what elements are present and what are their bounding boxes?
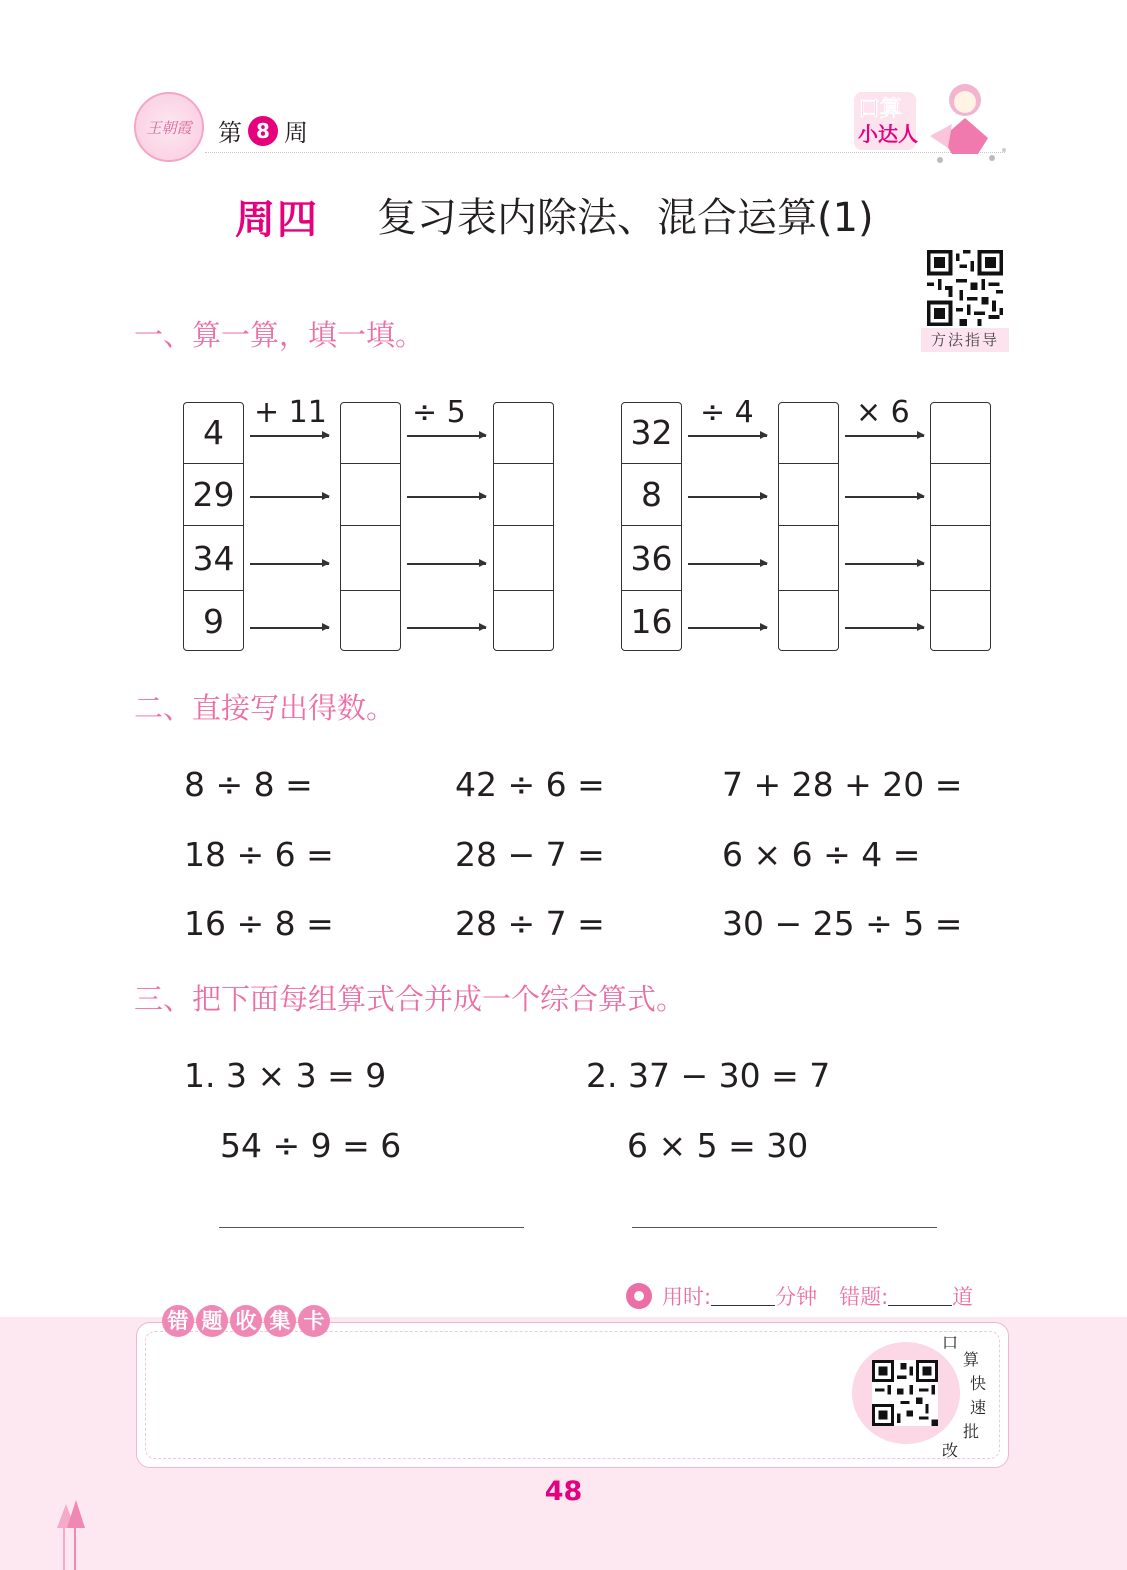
arithmetic-problem: 16 ÷ 8 =	[184, 904, 334, 943]
arithmetic-problem: 42 ÷ 6 =	[455, 765, 605, 804]
answer-column	[930, 402, 991, 651]
growth-arrow-icon	[55, 1500, 91, 1570]
seal-text: 王朝霞	[146, 118, 192, 137]
svg-text:小达人: 小达人	[858, 122, 918, 146]
qr-code-icon[interactable]	[872, 1360, 938, 1426]
arithmetic-problem: 28 − 7 =	[455, 835, 605, 874]
qr-side-text: 速	[970, 1398, 987, 1417]
answer-line[interactable]	[632, 1227, 937, 1228]
answer-box[interactable]	[341, 525, 400, 591]
arrow-icon	[688, 563, 767, 565]
answer-box[interactable]	[931, 525, 990, 591]
week-indicator	[218, 113, 308, 148]
qr-side-text: 算	[963, 1350, 980, 1369]
week-suffix: 周	[284, 119, 308, 147]
section-heading-3: 三、把下面每组算式合并成一个综合算式。	[134, 982, 686, 1016]
page-title: 复习表内除法、混合运算(1)	[377, 195, 874, 241]
answer-column	[340, 402, 401, 651]
arrow-icon	[250, 435, 329, 437]
qr-side-text: 批	[963, 1422, 980, 1441]
qr-code-icon[interactable]	[927, 250, 1003, 326]
section-heading-1: 一、算一算，填一填。	[134, 318, 425, 352]
arithmetic-problem: 28 ÷ 7 =	[455, 904, 605, 943]
operation-label: + 11	[254, 395, 327, 430]
arrow-icon	[845, 496, 924, 498]
equation-line: 54 ÷ 9 = 6	[220, 1126, 402, 1165]
input-cell: 9	[184, 590, 243, 652]
error-unit: 道	[952, 1285, 974, 1309]
arrow-icon	[250, 496, 329, 498]
arrow-icon	[407, 435, 486, 437]
qr-side-text: 改	[942, 1441, 959, 1460]
input-cell: 4	[203, 413, 224, 452]
arithmetic-problem: 8 ÷ 8 =	[184, 765, 313, 804]
answer-box[interactable]	[779, 525, 838, 591]
arrow-icon	[845, 435, 924, 437]
week-prefix: 第	[218, 119, 242, 147]
week-number: 8	[248, 116, 278, 146]
stopwatch-icon	[626, 1283, 652, 1309]
left-input-column	[183, 402, 244, 651]
answer-column	[778, 402, 839, 651]
arrow-icon	[250, 627, 329, 629]
answer-box[interactable]	[494, 403, 553, 463]
card-title-char: 错	[162, 1305, 194, 1337]
input-cell: 36	[622, 525, 681, 591]
input-cell: 32	[630, 413, 673, 452]
arrow-icon	[407, 563, 486, 565]
answer-box[interactable]	[931, 463, 990, 526]
arrow-icon	[845, 563, 924, 565]
answer-box[interactable]	[494, 525, 553, 591]
input-cell: 16	[622, 590, 681, 652]
time-and-errors	[626, 1281, 973, 1311]
time-unit: 分钟	[775, 1285, 818, 1309]
answer-box[interactable]	[494, 590, 553, 652]
arrow-icon	[688, 496, 767, 498]
card-title-char: 卡	[298, 1305, 330, 1337]
answer-box[interactable]	[779, 463, 838, 526]
card-title-char: 集	[264, 1305, 296, 1337]
answer-column	[493, 402, 554, 651]
time-blank[interactable]	[711, 1287, 775, 1306]
card-title-char: 收	[230, 1305, 262, 1337]
mistake-card-title	[162, 1305, 330, 1337]
operation-label: ÷ 4	[700, 395, 754, 430]
operation-label: × 6	[856, 395, 910, 430]
brand-logo-mascot	[852, 78, 1017, 168]
answer-box[interactable]	[494, 463, 553, 526]
right-input-column	[621, 402, 682, 651]
equation-line: 6 × 5 = 30	[627, 1126, 809, 1165]
arithmetic-problem: 18 ÷ 6 =	[184, 835, 334, 874]
arrow-icon	[688, 435, 767, 437]
answer-box[interactable]	[931, 403, 990, 463]
answer-box[interactable]	[779, 590, 838, 652]
answer-line[interactable]	[219, 1227, 524, 1228]
error-label: 错题:	[839, 1285, 889, 1309]
answer-box[interactable]	[341, 463, 400, 526]
arrow-icon	[250, 563, 329, 565]
answer-box[interactable]	[341, 590, 400, 652]
svg-text:口算: 口算	[858, 97, 903, 122]
time-label: 用时:	[662, 1285, 712, 1309]
qr-side-text: 口	[942, 1333, 959, 1352]
arithmetic-problem: 30 − 25 ÷ 5 =	[722, 904, 963, 943]
qr-side-text: 快	[970, 1374, 987, 1393]
card-title-char: 题	[196, 1305, 228, 1337]
input-cell: 8	[622, 463, 681, 526]
arithmetic-problem: 7 + 28 + 20 =	[722, 765, 963, 804]
qr-caption: 方法指导	[921, 328, 1009, 352]
arithmetic-problem: 6 × 6 ÷ 4 =	[722, 835, 921, 874]
section-heading-2: 二、直接写出得数。	[134, 691, 396, 725]
answer-box[interactable]	[779, 403, 838, 463]
answer-box[interactable]	[931, 590, 990, 652]
day-label: 周四	[235, 197, 319, 243]
arrow-icon	[407, 496, 486, 498]
error-blank[interactable]	[888, 1287, 952, 1306]
arrow-icon	[845, 627, 924, 629]
answer-box[interactable]	[341, 403, 400, 463]
equation-line: 1. 3 × 3 = 9	[184, 1056, 387, 1095]
input-cell: 29	[184, 463, 243, 526]
input-cell: 34	[184, 525, 243, 591]
publisher-seal	[134, 92, 204, 162]
arrow-icon	[688, 627, 767, 629]
page-number: 48	[544, 1476, 583, 1507]
operation-label: ÷ 5	[412, 395, 466, 430]
arrow-icon	[407, 627, 486, 629]
equation-line: 2. 37 − 30 = 7	[586, 1056, 831, 1095]
